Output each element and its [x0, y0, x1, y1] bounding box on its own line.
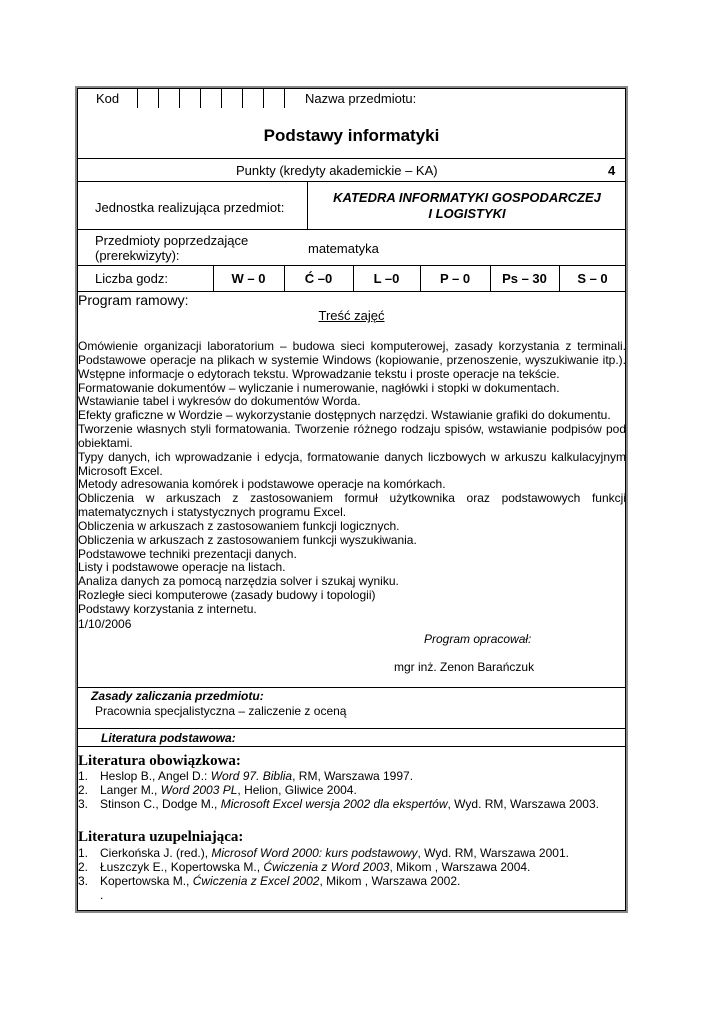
punkty-label: Punkty (kredyty akademickie – KA): [236, 163, 438, 178]
program-line: Omówienie organizacji laboratorium – budowa sieci komputerowej, zasady korzystania z terminali.: [78, 340, 626, 353]
lit-item: 1. Cierkońska J. (red.), Microsof Word 2000: kurs podstawowy, Wyd. RM, Warszawa 2001.: [78, 846, 569, 860]
hours-w: W – 0: [231, 271, 266, 286]
divider: [77, 687, 626, 688]
obowiazkowa-heading: Literatura obowiązkowa:: [78, 753, 241, 769]
program-line: matematycznych i statystycznych programu Excel.: [78, 506, 347, 519]
program-line: Efekty graficzne w Wordzie – wykorzystanie dostępnych narzędzi. Wstawianie grafiki do dokumentu.: [78, 409, 611, 422]
code-box: [263, 88, 283, 108]
divider: [77, 181, 626, 182]
code-box: [221, 88, 241, 108]
uzupelniajaca-heading: Literatura uzupelniająca:: [78, 829, 244, 845]
author-label: Program opracował:: [424, 632, 532, 646]
program-line: Wstawianie tabel i wykresów do dokumentów Worda.: [78, 395, 361, 408]
lit-item: 3. Kopertowska M., Ćwiczenia z Excel 2002, Mikom , Warszawa 2002.: [78, 874, 461, 888]
kod-label: Kod: [96, 91, 120, 106]
program-line: Podstawowe operacje na plikach w systemie Windows (kopiowanie, przenoszenie, wyszukiwanie itp.).: [78, 354, 626, 367]
code-box: [158, 88, 178, 108]
divider: [307, 181, 308, 229]
divider: [77, 728, 626, 729]
hours-s: S – 0: [577, 271, 608, 286]
program-line: Formatowanie dokumentów – wyliczanie i numerowanie, nagłówki i stopki w dokumentach.: [78, 382, 560, 395]
lit-item: 3. Stinson C., Dodge M., Microsoft Excel wersja 2002 dla ekspertów, Wyd. RM, Warszawa 2003.: [78, 797, 599, 811]
hours-c: Ć –0: [304, 271, 333, 286]
hours-p: P – 0: [439, 271, 471, 286]
divider: [77, 265, 626, 266]
hours-l: L –0: [373, 271, 400, 286]
program-line: Wstępne informacje o edytorach tekstu. Wprowadzanie tekstu i proste operacje na tekście.: [78, 368, 560, 381]
lit-item: 2. Łuszczyk E., Kopertowska M., Ćwiczenia z Word 2003, Mikom , Warszawa 2004.: [78, 860, 531, 874]
course-title: Podstawy informatyki: [263, 126, 440, 145]
divider: [77, 158, 626, 159]
trailing-dot: .: [100, 888, 104, 902]
program-line: Podstawowe techniki prezentacji danych.: [78, 548, 297, 561]
code-box: [137, 88, 157, 108]
program-line: Microsoft Excel.: [78, 465, 163, 478]
program-line: obiektami.: [78, 437, 133, 450]
code-box: [179, 88, 199, 108]
jednostka-value: KATEDRA INFORMATYKI GOSPODARCZEJ: [333, 190, 601, 205]
punkty-value: 4: [608, 163, 616, 178]
divider: [77, 229, 626, 230]
program-line: Typy danych, ich wprowadzanie i edycja, formatowanie danych liczbowych w arkuszu kalkulacyjnym: [78, 451, 626, 464]
program-line: Metody adresowania komórek i podstawowe operacje na komórkach.: [78, 478, 446, 491]
hours-ps: Ps – 30: [502, 271, 547, 286]
program-subheading: Treść zajęć: [318, 308, 385, 323]
program-line: Analiza danych za pomocą narzędzia solver i szukaj wyniku.: [78, 575, 399, 588]
code-box: [200, 88, 220, 108]
prereq-label: (prerekwizyty):: [95, 248, 180, 263]
author-name: mgr inż. Zenon Barańczuk: [394, 660, 535, 674]
program-heading: Program ramowy:: [78, 292, 189, 308]
prereq-value: matematyka: [308, 241, 379, 256]
zasady-heading: Zasady zaliczania przedmiotu:: [91, 689, 264, 703]
literatura-heading: Literatura podstawowa:: [101, 731, 236, 745]
divider: [284, 88, 285, 108]
program-line: Obliczenia w arkuszach z zastosowaniem funkcji wyszukiwania.: [78, 534, 417, 547]
nazwa-label: Nazwa przedmiotu:: [305, 91, 417, 106]
jednostka-label: Jednostka realizująca przedmiot:: [95, 200, 285, 215]
lit-item: 1. Heslop B., Angel D.: Word 97. Biblia, RM, Warszawa 1997.: [78, 769, 414, 783]
program-line: Listy i podstawowe operacje na listach.: [78, 561, 286, 574]
jednostka-value: I LOGISTYKI: [428, 206, 506, 221]
lit-item: 2. Langer M., Word 2003 PL, Helion, Gliwice 2004.: [78, 783, 357, 797]
program-date: 1/10/2006: [78, 618, 132, 631]
program-line: Tworzenie własnych styli formatowania. Tworzenie różnego rodzaju spisów, wstawianie podpisów pod: [78, 423, 626, 436]
code-box: [242, 88, 262, 108]
prereq-label: Przedmioty poprzedzające: [95, 233, 249, 248]
program-line: Podstawy korzystania z internetu.: [78, 603, 257, 616]
hours-label: Liczba godz:: [95, 271, 168, 286]
divider: [77, 746, 626, 747]
program-line: Rozległe sieci komputerowe (zasady budowy i topologii): [78, 589, 376, 602]
zasady-text: Pracownia specjalistyczna – zaliczenie z oceną: [95, 704, 347, 718]
program-line: Obliczenia w arkuszach z zastosowaniem formuł użytkownika oraz podstawowych funkcji: [78, 492, 626, 505]
program-line: Obliczenia w arkuszach z zastosowaniem funkcji logicznych.: [78, 520, 400, 533]
